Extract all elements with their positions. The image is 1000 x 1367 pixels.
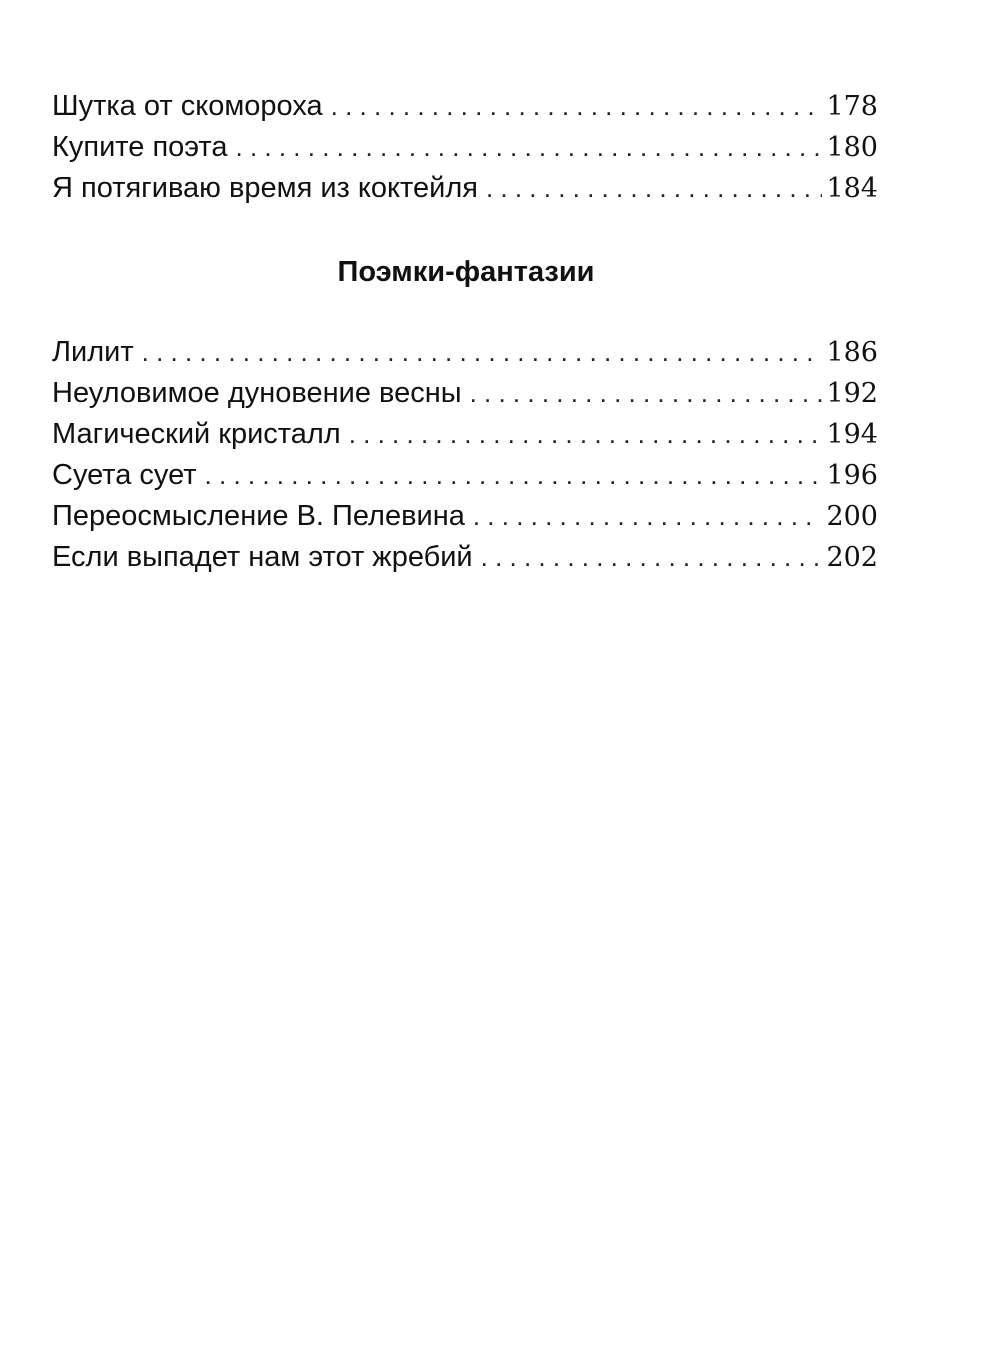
toc-entry xyxy=(52,373,878,414)
toc-entry-page: 202 xyxy=(826,542,878,573)
toc-entry-page: 178 xyxy=(826,91,878,122)
toc-entry xyxy=(52,127,878,168)
toc-entry-page: 186 xyxy=(826,337,878,368)
section-heading: Поэмки-фантазии xyxy=(337,256,595,288)
toc-entry xyxy=(52,168,878,209)
toc-list-top xyxy=(52,86,878,209)
toc-entry-title: Неуловимое дуновение весны xyxy=(52,377,462,409)
dot-leader xyxy=(331,86,823,127)
toc-entry-title: Если выпадет нам этот жребий xyxy=(52,541,473,573)
toc-entry-title: Магический кристалл xyxy=(52,418,341,450)
toc-entry-page: 200 xyxy=(826,501,878,532)
dot-leader xyxy=(481,537,823,578)
toc-entry-title: Суета сует xyxy=(52,459,197,491)
toc-entry xyxy=(52,332,878,373)
dot-leader xyxy=(473,496,823,537)
dot-leader xyxy=(142,332,823,373)
toc-entry-page: 196 xyxy=(826,460,878,491)
toc-entry xyxy=(52,496,878,537)
toc-list-section xyxy=(52,332,878,578)
dot-leader xyxy=(470,373,823,414)
toc-entry xyxy=(52,455,878,496)
dot-leader xyxy=(205,455,823,496)
dot-leader xyxy=(486,168,823,209)
toc-entry-page: 180 xyxy=(826,132,878,163)
dot-leader xyxy=(349,414,823,455)
toc-entry-title: Лилит xyxy=(52,336,134,368)
toc-entry-title: Шутка от скомороха xyxy=(52,90,323,122)
dot-leader xyxy=(236,127,823,168)
toc-entry-page: 192 xyxy=(826,378,878,409)
toc-entry-title: Купите поэта xyxy=(52,131,228,163)
toc-entry xyxy=(52,537,878,578)
toc-entry-title: Я потягиваю время из коктейля xyxy=(52,172,478,204)
toc-entry xyxy=(52,414,878,455)
toc-entry-page: 184 xyxy=(826,173,878,204)
toc-entry-page: 194 xyxy=(826,419,878,450)
toc-entry xyxy=(52,86,878,127)
toc-entry-title: Переосмысление В. Пелевина xyxy=(52,500,465,532)
